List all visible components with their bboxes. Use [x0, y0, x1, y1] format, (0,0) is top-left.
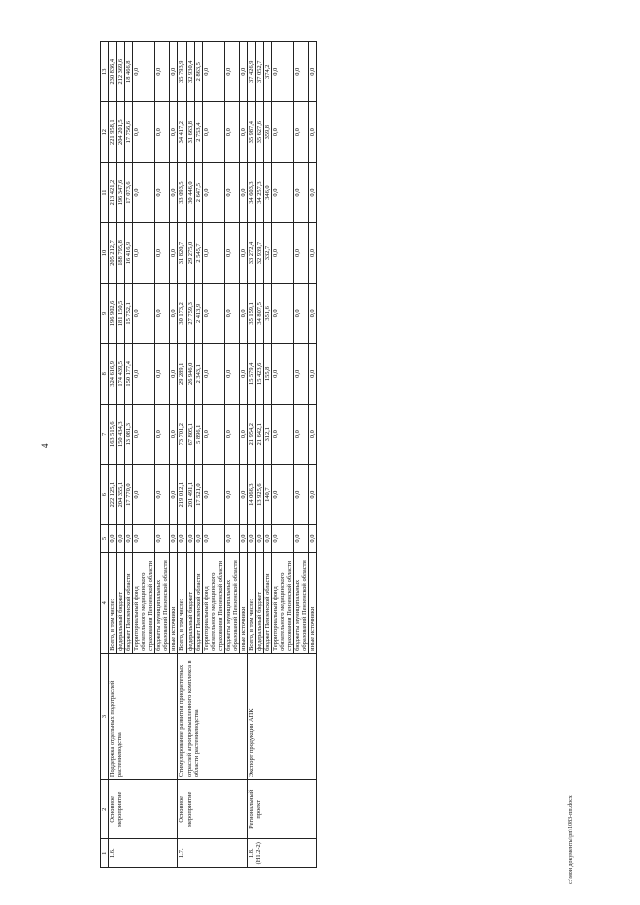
amount-cell: 0,0	[294, 525, 309, 552]
funding-source: федеральный бюджет	[255, 552, 263, 653]
amount-cell: 37 426,9	[247, 42, 255, 102]
amount-cell: 16 416,9	[125, 223, 133, 283]
amount-cell: 213 421,2	[109, 162, 117, 222]
amount-cell: 0,0	[309, 102, 317, 162]
funding-source: бюджеты муниципальных образований Пензенской области	[224, 552, 239, 653]
funding-source: федеральный бюджет	[117, 552, 125, 653]
amount-cell: 196 347,6	[117, 162, 125, 222]
amount-cell: 0,0	[170, 464, 178, 524]
amount-cell: 0,0	[170, 283, 178, 343]
amount-cell: 0,0	[294, 404, 309, 464]
amount-cell: 0,0	[133, 42, 155, 102]
amount-cell: 0,0	[272, 525, 294, 552]
amount-cell: 0,0	[263, 525, 271, 552]
amount-cell: 0,0	[239, 223, 247, 283]
footer-file-path: c:\мои документы\рп\1083-пп.docx	[568, 795, 574, 884]
column-header: 8	[101, 344, 109, 404]
amount-cell: 0,0	[239, 464, 247, 524]
column-header: 12	[101, 102, 109, 162]
column-header: 2	[101, 780, 109, 839]
table-row	[178, 42, 186, 868]
amount-cell: 0,0	[294, 42, 309, 102]
amount-cell: 0,0	[133, 525, 155, 552]
amount-cell: 0,0	[309, 344, 317, 404]
funding-source: Всего, в том числе:	[247, 552, 255, 653]
amount-cell: 0,0	[202, 404, 224, 464]
amount-cell: 31 820,7	[178, 223, 186, 283]
amount-cell: 0,0	[272, 283, 294, 343]
amount-cell: 14 066,3	[247, 464, 255, 524]
amount-cell: 32 939,7	[255, 223, 263, 283]
column-header: 5	[101, 525, 109, 552]
amount-cell: 21 642,1	[255, 404, 263, 464]
amount-cell: 359,8	[263, 102, 271, 162]
column-header: 11	[101, 162, 109, 222]
amount-cell: 0,0	[133, 283, 155, 343]
amount-cell: 0,0	[194, 525, 202, 552]
funding-source: Территориальный фонд обязательного медицинского страхования Пензенской области	[202, 552, 224, 653]
amount-cell: 2 647,5	[194, 162, 202, 222]
measure-title: Поддержка отдельных подотраслей растениеводства	[109, 653, 178, 779]
amount-cell: 0,0	[224, 525, 239, 552]
amount-cell: 150 434,3	[117, 404, 125, 464]
amount-cell: 201 491,1	[186, 464, 194, 524]
amount-cell: 0,0	[224, 404, 239, 464]
amount-cell: 0,0	[247, 525, 255, 552]
amount-cell: 196 902,6	[109, 283, 117, 343]
amount-cell: 0,0	[272, 42, 294, 102]
amount-cell: 204 355,1	[117, 464, 125, 524]
amount-cell: 27 759,3	[186, 283, 194, 343]
column-header: 13	[101, 42, 109, 102]
amount-cell: 0,0	[202, 283, 224, 343]
amount-cell: 0,0	[133, 102, 155, 162]
amount-cell: 15 423,6	[255, 344, 263, 404]
row-number: 1.7.	[178, 839, 247, 868]
amount-cell: 0,0	[155, 223, 170, 283]
amount-cell: 0,0	[224, 102, 239, 162]
funding-source: Всего, в том числе:	[178, 552, 186, 653]
amount-cell: 0,0	[239, 344, 247, 404]
measure-kind: Основное мероприятие	[109, 780, 178, 839]
amount-cell: 34 257,3	[255, 162, 263, 222]
funding-source: Всего, в том числе:	[109, 552, 117, 653]
table-header	[101, 42, 109, 868]
amount-cell: 13 925,6	[255, 464, 263, 524]
amount-cell: 0,0	[294, 283, 309, 343]
funding-source: Территориальный фонд обязательного медицинского страхования Пензенской области	[133, 552, 155, 653]
amount-cell: 0,0	[133, 162, 155, 222]
rotated-page	[100, 41, 640, 868]
funding-source: бюджет Пензенской области	[263, 552, 271, 653]
amount-cell: 0,0	[170, 404, 178, 464]
amount-cell: 0,0	[294, 464, 309, 524]
amount-cell: 17 756,6	[125, 102, 133, 162]
amount-cell: 0,0	[117, 525, 125, 552]
amount-cell: 0,0	[294, 102, 309, 162]
amount-cell: 32 930,4	[186, 42, 194, 102]
amount-cell: 0,0	[202, 162, 224, 222]
amount-cell: 15 579,4	[247, 344, 255, 404]
amount-cell: 67 805,1	[186, 404, 194, 464]
amount-cell: 29 289,1	[178, 344, 186, 404]
column-header: 3	[101, 653, 109, 779]
amount-cell: 37 052,7	[255, 42, 263, 102]
amount-cell: 34 417,2	[178, 102, 186, 162]
amount-cell: 2 343,1	[194, 344, 202, 404]
amount-cell: 0,0	[155, 162, 170, 222]
amount-cell: 174 439,5	[117, 344, 125, 404]
amount-cell: 312,1	[263, 404, 271, 464]
amount-cell: 2 863,5	[194, 42, 202, 102]
amount-cell: 21 954,2	[247, 404, 255, 464]
funding-source: бюджеты муниципальных образований Пензенской области	[155, 552, 170, 653]
column-header: 10	[101, 223, 109, 283]
amount-cell: 204 201,5	[117, 102, 125, 162]
funding-source: иные источники	[309, 552, 317, 653]
amount-cell: 0,0	[294, 223, 309, 283]
amount-cell: 0,0	[155, 404, 170, 464]
table-body	[109, 42, 317, 868]
amount-cell: 5 896,1	[194, 404, 202, 464]
measure-kind: Основное мероприятие	[178, 780, 247, 839]
amount-cell: 73 701,2	[178, 404, 186, 464]
amount-cell: 31 663,8	[186, 102, 194, 162]
amount-cell: 34 807,5	[255, 283, 263, 343]
amount-cell: 0,0	[133, 404, 155, 464]
budget-table	[100, 41, 317, 868]
amount-cell: 0,0	[309, 525, 317, 552]
amount-cell: 0,0	[170, 102, 178, 162]
amount-cell: 0,0	[309, 162, 317, 222]
amount-cell: 0,0	[272, 464, 294, 524]
amount-cell: 0,0	[309, 404, 317, 464]
amount-cell: 0,0	[155, 464, 170, 524]
amount-cell: 219 012,1	[178, 464, 186, 524]
amount-cell: 30 173,2	[178, 283, 186, 343]
amount-cell: 163 515,6	[109, 404, 117, 464]
amount-cell: 34 603,3	[247, 162, 255, 222]
amount-cell: 0,0	[309, 283, 317, 343]
amount-cell: 0,0	[272, 102, 294, 162]
amount-cell: 0,0	[309, 464, 317, 524]
amount-cell: 0,0	[170, 42, 178, 102]
table-row	[247, 42, 255, 868]
funding-source: иные источники	[170, 552, 178, 653]
amount-cell: 17 521,0	[194, 464, 202, 524]
amount-cell: 0,0	[155, 283, 170, 343]
amount-cell: 222 125,1	[109, 464, 117, 524]
amount-cell: 0,0	[178, 525, 186, 552]
amount-cell: 0,0	[170, 223, 178, 283]
amount-cell: 15 752,1	[125, 283, 133, 343]
amount-cell: 0,0	[224, 283, 239, 343]
measure-title: Экспорт продукции АПК	[247, 653, 316, 779]
header-row	[101, 42, 109, 868]
amount-cell: 374,2	[263, 42, 271, 102]
amount-cell: 0,0	[239, 102, 247, 162]
amount-cell: 35 987,4	[247, 102, 255, 162]
amount-cell: 150 177,4	[125, 344, 133, 404]
amount-cell: 0,0	[224, 42, 239, 102]
amount-cell: 346,0	[263, 162, 271, 222]
amount-cell: 0,0	[272, 344, 294, 404]
amount-cell: 0,0	[239, 283, 247, 343]
amount-cell: 205 212,7	[109, 223, 117, 283]
amount-cell: 0,0	[309, 223, 317, 283]
measure-title: Стимулирование развития приоритетных отраслей агропромышленного комплекса в области растениеводства	[178, 653, 247, 779]
row-number: 1.6.	[109, 839, 178, 868]
amount-cell: 0,0	[202, 464, 224, 524]
funding-source: бюджеты муниципальных образований Пензенской области	[294, 552, 309, 653]
amount-cell: 0,0	[272, 162, 294, 222]
funding-source: бюджет Пензенской области	[125, 552, 133, 653]
funding-source: Территориальный фонд обязательного медицинского страхования Пензенской области	[272, 552, 294, 653]
row-number: 1.8. (Н1.2-2)	[247, 839, 316, 868]
amount-cell: 188 795,8	[117, 223, 125, 283]
amount-cell: 2 413,9	[194, 283, 202, 343]
amount-cell: 0,0	[170, 344, 178, 404]
amount-cell: 0,0	[202, 344, 224, 404]
page-number: 4	[40, 443, 50, 448]
amount-cell: 221 958,1	[109, 102, 117, 162]
amount-cell: 155,8	[263, 344, 271, 404]
amount-cell: 0,0	[309, 42, 317, 102]
amount-cell: 33 272,4	[247, 223, 255, 283]
amount-cell: 0,0	[272, 404, 294, 464]
amount-cell: 0,0	[239, 162, 247, 222]
amount-cell: 26 946,0	[186, 344, 194, 404]
amount-cell: 0,0	[155, 102, 170, 162]
amount-cell: 181 150,5	[117, 283, 125, 343]
funding-source: федеральный бюджет	[186, 552, 194, 653]
amount-cell: 18 466,8	[125, 42, 133, 102]
amount-cell: 33 093,5	[178, 162, 186, 222]
amount-cell: 0,0	[170, 162, 178, 222]
amount-cell: 0,0	[133, 223, 155, 283]
amount-cell: 0,0	[186, 525, 194, 552]
amount-cell: 0,0	[109, 525, 117, 552]
amount-cell: 17 770,0	[125, 464, 133, 524]
amount-cell: 2 753,4	[194, 102, 202, 162]
amount-cell: 324 616,9	[109, 344, 117, 404]
amount-cell: 17 073,6	[125, 162, 133, 222]
amount-cell: 0,0	[224, 223, 239, 283]
amount-cell: 2 545,7	[194, 223, 202, 283]
amount-cell: 35 159,1	[247, 283, 255, 343]
amount-cell: 0,0	[202, 42, 224, 102]
amount-cell: 0,0	[272, 223, 294, 283]
column-header: 7	[101, 404, 109, 464]
amount-cell: 0,0	[239, 42, 247, 102]
table-row	[109, 42, 117, 868]
column-header: 9	[101, 283, 109, 343]
amount-cell: 0,0	[294, 344, 309, 404]
amount-cell: 0,0	[133, 344, 155, 404]
amount-cell: 140,7	[263, 464, 271, 524]
amount-cell: 0,0	[133, 464, 155, 524]
amount-cell: 0,0	[202, 102, 224, 162]
amount-cell: 0,0	[155, 42, 170, 102]
amount-cell: 230 836,4	[109, 42, 117, 102]
amount-cell: 35 793,9	[178, 42, 186, 102]
amount-cell: 13 081,3	[125, 404, 133, 464]
amount-cell: 0,0	[202, 525, 224, 552]
amount-cell: 0,0	[239, 404, 247, 464]
measure-kind: Региональный проект	[247, 780, 316, 839]
amount-cell: 212 369,6	[117, 42, 125, 102]
funding-source: иные источники	[239, 552, 247, 653]
amount-cell: 35 627,6	[255, 102, 263, 162]
amount-cell: 0,0	[202, 223, 224, 283]
amount-cell: 0,0	[224, 344, 239, 404]
column-header: 1	[101, 839, 109, 868]
amount-cell: 29 275,0	[186, 223, 194, 283]
amount-cell: 30 446,0	[186, 162, 194, 222]
amount-cell: 0,0	[224, 464, 239, 524]
amount-cell: 0,0	[125, 525, 133, 552]
amount-cell: 0,0	[170, 525, 178, 552]
amount-cell: 332,7	[263, 223, 271, 283]
amount-cell: 0,0	[155, 344, 170, 404]
amount-cell: 0,0	[239, 525, 247, 552]
amount-cell: 0,0	[255, 525, 263, 552]
funding-source: бюджет Пензенской области	[194, 552, 202, 653]
column-header: 4	[101, 552, 109, 653]
amount-cell: 351,6	[263, 283, 271, 343]
amount-cell: 0,0	[294, 162, 309, 222]
column-header: 6	[101, 464, 109, 524]
amount-cell: 0,0	[224, 162, 239, 222]
amount-cell: 0,0	[155, 525, 170, 552]
